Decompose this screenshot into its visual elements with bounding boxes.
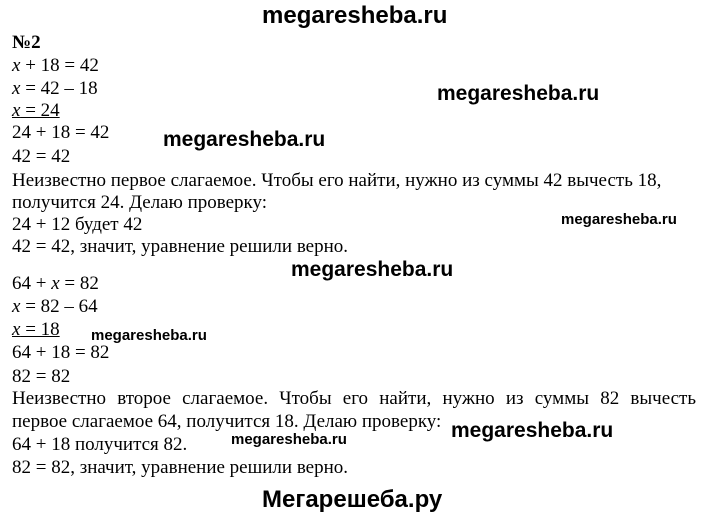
variable: x xyxy=(12,78,21,99)
watermark: megaresheba.ru xyxy=(451,419,614,442)
variable: x xyxy=(12,100,21,121)
equation-line xyxy=(12,273,99,295)
explanation-line: получится 24. Делаю проверку: xyxy=(12,192,268,213)
equation-rest: = 24 xyxy=(20,100,60,121)
variable: x xyxy=(51,273,60,294)
equation-rest: = 82 xyxy=(59,273,99,294)
equation-start: 64 + xyxy=(12,273,52,294)
watermark: megaresheba.ru xyxy=(437,82,600,105)
explanation-line: 24 + 12 будет 42 xyxy=(12,214,143,235)
watermark: megaresheba.ru xyxy=(291,258,454,281)
explanation-line: 82 = 82, значит, уравнение решили верно. xyxy=(12,457,349,478)
check-line: 64 + 18 = 82 xyxy=(12,342,110,363)
explanation-line: Неизвестно второе слагаемое. Чтобы его найти, нужно из суммы 82 вычесть xyxy=(12,388,696,409)
equation-line xyxy=(12,78,98,100)
check-line: 24 + 18 = 42 xyxy=(12,122,110,143)
task-number: №2 xyxy=(12,32,41,53)
check-line: 82 = 82 xyxy=(12,366,71,387)
variable: x xyxy=(12,319,21,340)
equation-answer xyxy=(12,319,60,341)
equation-rest: = 42 – 18 xyxy=(20,78,98,99)
equation-answer xyxy=(12,100,60,122)
watermark: megaresheba.ru xyxy=(163,128,326,151)
watermark-bottom: Мегарешеба.ру xyxy=(262,486,443,513)
equation-rest: + 18 = 42 xyxy=(20,55,99,76)
watermark: megaresheba.ru xyxy=(91,327,207,344)
watermark: megaresheba.ru xyxy=(561,211,677,228)
equation-rest: = 82 – 64 xyxy=(20,296,98,317)
check-line: 42 = 42 xyxy=(12,146,71,167)
explanation-line: Неизвестно первое слагаемое. Чтобы его найти, нужно из суммы 42 вычесть 18, xyxy=(12,170,662,191)
watermark-top: megaresheba.ru xyxy=(262,2,448,29)
explanation-line: 42 = 42, значит, уравнение решили верно. xyxy=(12,236,349,257)
equation-rest: = 18 xyxy=(20,319,60,340)
watermark: megaresheba.ru xyxy=(231,431,347,448)
equation-line xyxy=(12,296,98,318)
variable: x xyxy=(12,55,21,76)
explanation-line: 64 + 18 получится 82. xyxy=(12,434,188,455)
equation-line xyxy=(12,55,99,77)
variable: x xyxy=(12,296,21,317)
explanation-line: первое слагаемое 64, получится 18. Делаю проверку: xyxy=(12,411,442,432)
